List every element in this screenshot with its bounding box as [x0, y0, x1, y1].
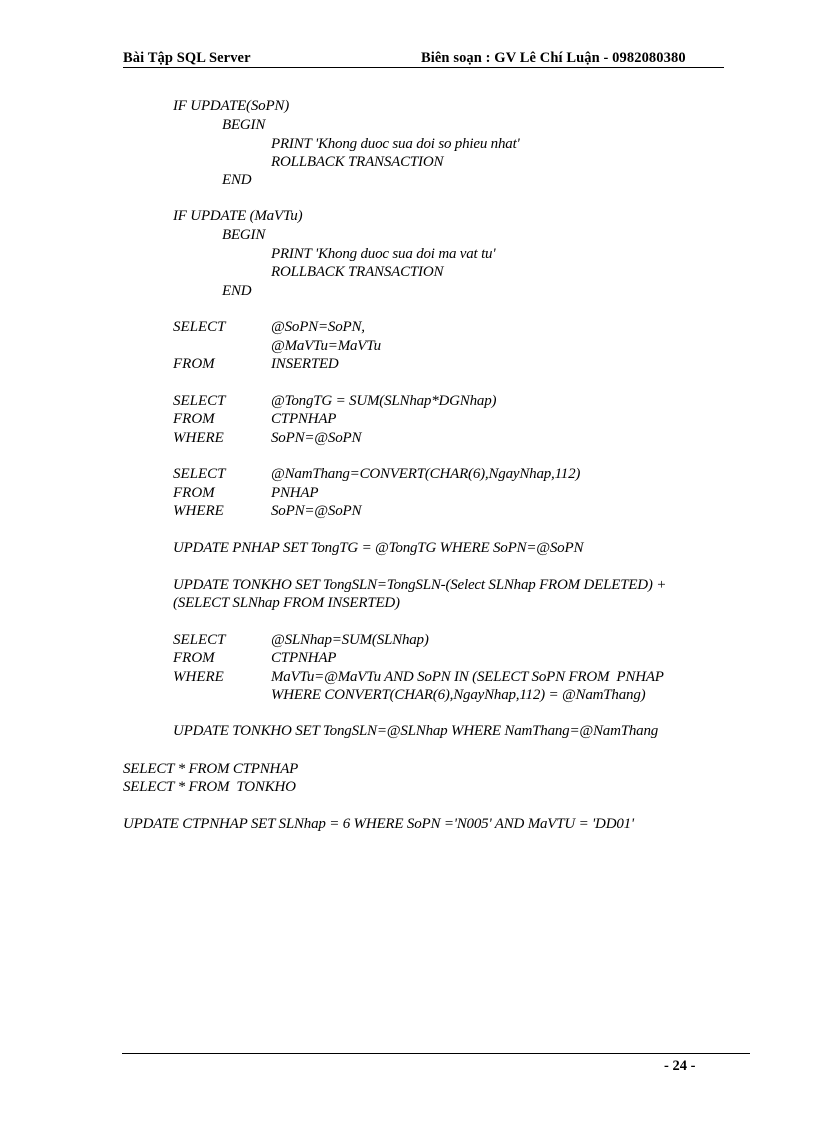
code-line: MaVTu=@MaVTu AND SoPN IN (SELECT SoPN FROM PNHAP — [271, 669, 664, 685]
code-keyword: SELECT — [173, 466, 226, 482]
code-line: PRINT 'Khong duoc sua doi ma vat tu' — [271, 246, 496, 262]
footer-divider — [122, 1053, 750, 1054]
code-keyword: WHERE — [173, 430, 224, 446]
code-line: (SELECT SLNhap FROM INSERTED) — [173, 595, 400, 611]
code-line: @TongTG = SUM(SLNhap*DGNhap) — [271, 393, 497, 409]
code-line: UPDATE CTPNHAP SET SLNhap = 6 WHERE SoPN ='N005' AND MaVTU = 'DD01' — [123, 816, 634, 832]
page-number: - 24 - — [664, 1058, 696, 1074]
code-line: @MaVTu=MaVTu — [271, 338, 381, 354]
code-line: @NamThang=CONVERT(CHAR(6),NgayNhap,112) — [271, 466, 581, 482]
code-line: IF UPDATE(SoPN) — [173, 98, 290, 114]
code-keyword: FROM — [173, 650, 215, 666]
code-keyword: SELECT — [173, 319, 226, 335]
code-line: SoPN=@SoPN — [271, 503, 362, 519]
code-keyword: WHERE — [173, 503, 224, 519]
code-line: IF UPDATE (MaVTu) — [173, 208, 303, 224]
code-line: CTPNHAP — [271, 650, 337, 666]
code-keyword: FROM — [173, 485, 215, 501]
code-line: BEGIN — [222, 227, 266, 243]
code-line: WHERE CONVERT(CHAR(6),NgayNhap,112) = @NamThang) — [271, 687, 646, 703]
code-line: BEGIN — [222, 117, 266, 133]
code-line: INSERTED — [271, 356, 339, 372]
code-line: UPDATE TONKHO SET TongSLN=@SLNhap WHERE NamThang=@NamThang — [173, 723, 659, 739]
code-line: @SLNhap=SUM(SLNhap) — [271, 632, 429, 648]
code-line: END — [222, 283, 252, 299]
code-line: END — [222, 172, 252, 188]
code-line: PRINT 'Khong duoc sua doi so phieu nhat' — [271, 136, 520, 152]
code-line: UPDATE PNHAP SET TongTG = @TongTG WHERE SoPN=@SoPN — [173, 540, 584, 556]
code-keyword: FROM — [173, 411, 215, 427]
code-keyword: SELECT — [173, 632, 226, 648]
code-line: ROLLBACK TRANSACTION — [271, 154, 444, 170]
code-line: ROLLBACK TRANSACTION — [271, 264, 444, 280]
code-line: CTPNHAP — [271, 411, 337, 427]
code-keyword: FROM — [173, 356, 215, 372]
code-line: SoPN=@SoPN — [271, 430, 362, 446]
code-line: UPDATE TONKHO SET TongSLN=TongSLN-(Select SLNhap FROM DELETED) + — [173, 577, 667, 593]
code-line: SELECT * FROM TONKHO — [123, 779, 296, 795]
code-line: @SoPN=SoPN, — [271, 319, 365, 335]
code-line: PNHAP — [271, 485, 319, 501]
header-author: Biên soạn : GV Lê Chí Luận - 0982080380 — [421, 50, 686, 66]
code-keyword: WHERE — [173, 669, 224, 685]
code-keyword: SELECT — [173, 393, 226, 409]
header-title: Bài Tập SQL Server — [123, 50, 251, 66]
code-line: SELECT * FROM CTPNHAP — [123, 761, 299, 777]
